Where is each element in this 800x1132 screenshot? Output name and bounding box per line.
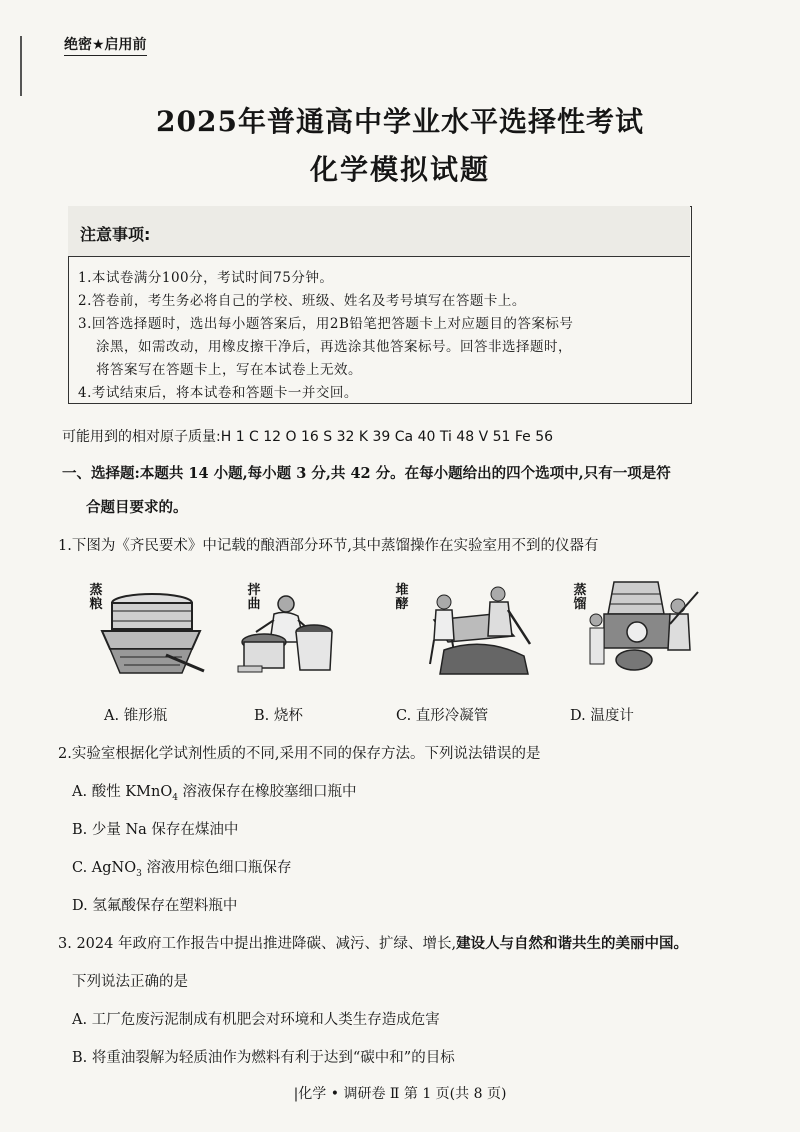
q2-option-a: A. 酸性 KMnO$_4$ 溶液保存在橡胶塞细口瓶中 (72, 784, 357, 803)
distillation-illustration (588, 574, 700, 674)
notice-item: 3.回答选择题时，选出每小题答案后，用2B铅笔把答题卡上对应题目的答案标号 (78, 316, 574, 332)
section-heading-cont: 合题目要求的。 (86, 499, 188, 516)
secret-mark: 绝密★启用前 (64, 34, 147, 56)
question-3-stem: 3. 2024 年政府工作报告中提出推进降碳、减污、扩绿、增长,建设人与自然和谐共生的美丽中国。 (58, 935, 689, 952)
fermentation-pile-illustration (404, 580, 536, 676)
q2-option-c: C. AgNO$_3$ 溶液用棕色细口瓶保存 (72, 860, 292, 879)
notice-item: 2.答卷前，考生务必将自己的学校、班级、姓名及考号填写在答题卡上。 (78, 293, 526, 309)
notice-header (68, 206, 690, 257)
notice-item: 1.本试卷满分100分，考试时间75分钟。 (78, 270, 334, 286)
q1-option-b: B. 烧杯 (254, 708, 303, 724)
exam-subtitle: 化学模拟试题 (309, 153, 490, 186)
question-2-stem: 2.实验室根据化学试剂性质的不同,采用不同的保存方法。下列说法错误的是 (58, 746, 541, 762)
q1-option-d: D. 温度计 (570, 708, 634, 724)
q1-option-a: A. 锥形瓶 (104, 708, 168, 724)
notice-item: 将答案写在答题卡上，写在本试卷上无效。 (96, 362, 362, 378)
page-edge-line (20, 36, 22, 96)
q2-option-d: D. 氢氟酸保存在塑料瓶中 (72, 898, 238, 914)
q1-option-c: C. 直形冷凝管 (396, 708, 489, 724)
notice-item: 涂黑，如需改动，用橡皮擦干净后，再选涂其他答案标号。回答非选择题时， (96, 339, 572, 355)
exam-title: 2025年普通高中学业水平选择性考试 (156, 105, 644, 138)
q3-option-a: A. 工厂危废污泥制成有机肥会对环境和人类生存造成危害 (72, 1012, 440, 1028)
question-1-stem: 1.下图为《齐民要术》中记载的酿酒部分环节,其中蒸馏操作在实验室用不到的仪器有 (58, 538, 599, 554)
atomic-masses: 可能用到的相对原子质量:H 1 C 12 O 16 S 32 K 39 Ca 40 Ti 48 V 51 Fe 56 (62, 429, 554, 445)
picture-label: 蒸馏 (573, 583, 587, 612)
notice-title: 注意事项: (80, 225, 151, 244)
question-3-stem-cont: 下列说法正确的是 (72, 974, 188, 990)
picture-label: 拌曲 (247, 583, 261, 612)
picture-label: 堆酵 (395, 583, 409, 612)
mixing-koji-illustration (234, 592, 340, 674)
q2-option-b: B. 少量 Na 保存在煤油中 (72, 822, 239, 838)
steaming-grain-illustration (96, 585, 206, 677)
picture-label: 蒸粮 (89, 583, 103, 612)
notice-item: 4.考试结束后，将本试卷和答题卡一并交回。 (78, 385, 358, 401)
q3-option-b: B. 将重油裂解为轻质油作为燃料有利于达到“碳中和”的目标 (72, 1050, 455, 1066)
section-heading: 一、选择题:本题共 14 小题,每小题 3 分,共 42 分。在每小题给出的四个选项中,只有一项是符 (62, 465, 671, 482)
page-footer: |化学 • 调研卷 Ⅱ 第 1 页(共 8 页) (293, 1086, 507, 1102)
